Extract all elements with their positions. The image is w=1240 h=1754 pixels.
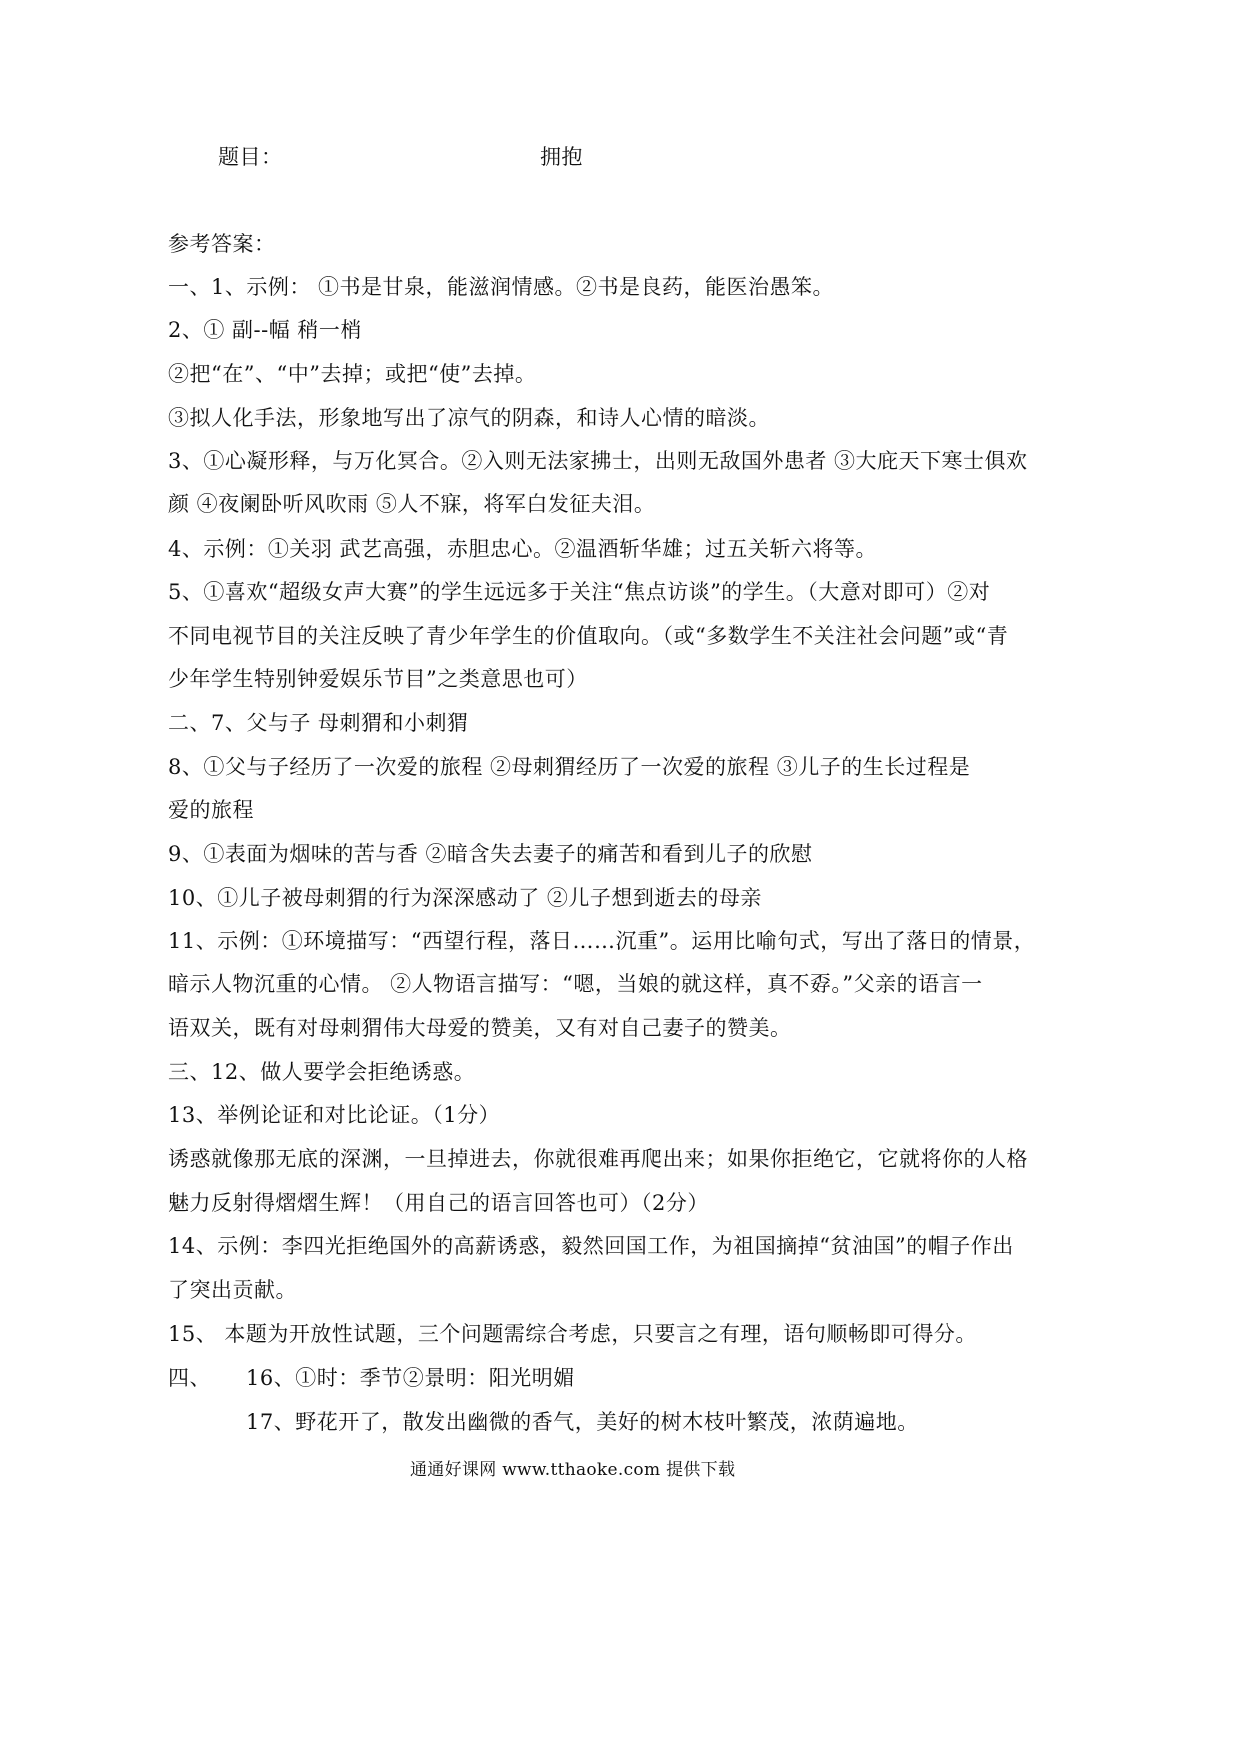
- answer-line: 少年学生特别钟爱娱乐节目”之类意思也可）: [168, 667, 588, 691]
- answer-line: 暗示人物沉重的心情。 ②人物语言描写：“嗯，当娘的就这样，真不孬。”父亲的语言一: [168, 972, 983, 996]
- answer-line: 三、12、做人要学会拒绝诱惑。: [168, 1060, 476, 1084]
- answer-line: 15、 本题为开放性试题，三个问题需综合考虑，只要言之有理，语句顺畅即可得分。: [168, 1322, 977, 1346]
- answer-line: 了突出贡献。: [168, 1278, 297, 1302]
- answer-line: 一、1、示例： ①书是甘泉，能滋润情感。②书是良药，能医治愚笨。: [168, 275, 835, 299]
- answer-line: 不同电视节目的关注反映了青少年学生的价值取向。（或“多数学生不关注社会问题”或“青: [168, 624, 1009, 648]
- answer-line: 14、示例：李四光拒绝国外的高薪诱惑，毅然回国工作，为祖国摘掉“贫油国”的帽子作出: [168, 1234, 1014, 1258]
- answer-line: 8、①父与子经历了一次爱的旅程 ②母刺猬经历了一次爱的旅程 ③儿子的生长过程是: [168, 755, 971, 779]
- answer-line: 诱惑就像那无底的深渊，一旦掉进去，你就很难再爬出来；如果你拒绝它，它就将你的人格: [168, 1147, 1028, 1171]
- title-text: 拥抱: [540, 145, 583, 169]
- answer-line: 颜 ④夜阑卧听风吹雨 ⑤人不寐，将军白发征夫泪。: [168, 492, 656, 516]
- answer-line: ②把“在”、“中”去掉；或把“使”去掉。: [168, 362, 537, 386]
- answer-item-16: 16、①时：季节②景明：阳光明媚: [246, 1366, 575, 1390]
- answer-line: 2、① 副--幅 稍一梢: [168, 318, 362, 342]
- answer-line: ③拟人化手法，形象地写出了凉气的阴森，和诗人心情的暗淡。: [168, 406, 770, 430]
- answer-line: 语双关，既有对母刺猬伟大母爱的赞美，又有对自己妻子的赞美。: [168, 1016, 792, 1040]
- reference-answers-heading: 参考答案：: [168, 232, 276, 256]
- answer-line: 二、7、父与子 母刺猬和小刺猬: [168, 711, 469, 735]
- title-label: 题目：: [218, 145, 283, 169]
- answer-item-17: 17、野花开了，散发出幽微的香气，美好的树木枝叶繁茂，浓荫遍地。: [246, 1410, 919, 1434]
- answer-line: 10、①儿子被母刺猬的行为深深感动了 ②儿子想到逝去的母亲: [168, 886, 762, 910]
- answer-line: 爱的旅程: [168, 798, 254, 822]
- answer-line: 4、示例：①关羽 武艺高强，赤胆忠心。②温酒斩华雄；过五关斩六将等。: [168, 537, 878, 561]
- section-four-label: 四、: [168, 1366, 211, 1390]
- answer-line: 5、①喜欢“超级女声大赛”的学生远远多于关注“焦点访谈”的学生。（大意对即可）②对: [168, 580, 991, 604]
- answer-line: 11、示例：①环境描写：“西望行程，落日……沉重”。运用比喻句式，写出了落日的情景，: [168, 929, 1036, 953]
- answer-line: 魅力反射得熠熠生辉！（用自己的语言回答也可）（2分）: [168, 1191, 709, 1215]
- answer-line: 13、举例论证和对比论证。（1分）: [168, 1103, 501, 1127]
- answer-line: 3、①心凝形释，与万化冥合。②入则无法家拂士，出则无敌国外患者 ③大庇天下寒士俱欢: [168, 449, 1028, 473]
- answer-line: 9、①表面为烟味的苦与香 ②暗含失去妻子的痛苦和看到儿子的欣慰: [168, 842, 813, 866]
- page-footer: 通通好课网 www.tthaoke.com 提供下载: [410, 1460, 736, 1480]
